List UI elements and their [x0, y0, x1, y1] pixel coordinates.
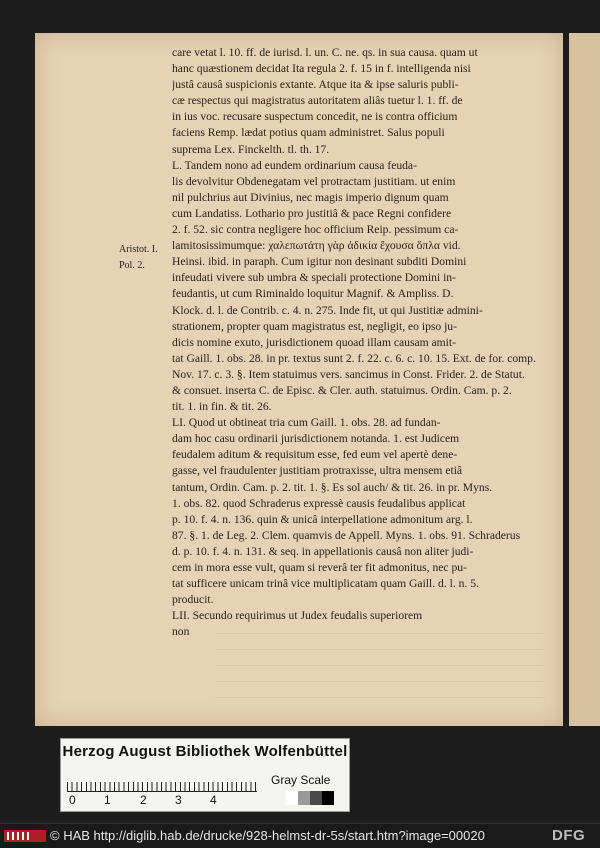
gray-scale-label: Gray Scale	[271, 773, 331, 787]
text-line: feudantis, ut cum Riminaldo loquitur Magnif. & Ampliss. D.	[172, 287, 454, 301]
text-line: in ius voc. recusare suspectum concedit, ne is contra officium	[172, 110, 458, 124]
card-title: Herzog August Bibliothek Wolfenbüttel	[62, 743, 348, 760]
gray-scale	[286, 791, 334, 805]
text-line: strationem, propter quam magistratus est, negligit, eo ipso ju-	[172, 319, 457, 333]
text-line: dicis nomine exuto, jurisdictionem quoad illam causam amit-	[172, 335, 456, 349]
gray-swatch	[298, 791, 310, 805]
text-line: Nov. 17. c. 3. §. Item statuimus vers. sancimus in Const. Frider. 2. de Statut.	[172, 367, 525, 381]
source-url[interactable]: © HAB http://diglib.hab.de/drucke/928-helmst-dr-5s/start.htm?image=00020	[50, 828, 485, 843]
ruler-number: 2	[140, 793, 147, 807]
gray-swatch	[322, 791, 334, 805]
text-line: care vetat l. 10. ff. de iurisd. l. un. C. ne. qs. in sua causa. quam ut	[172, 46, 478, 59]
text-line: LII. Secundo requirimus ut Judex feudalis superiorem	[172, 609, 423, 623]
text-line: nil pulchrius aut Divinius, nec magis imperio dignum quam	[172, 190, 449, 204]
show-through-texture	[215, 633, 545, 713]
ruler-numbers	[61, 793, 261, 807]
text-line: tit. 1. in fin. & tit. 26.	[172, 400, 272, 414]
margin-note-line: Aristot. I.	[119, 244, 158, 255]
text-line: & consuet. inserta C. de Episc. & Cler. auth. statuimus. Ordin. Cam. p. 2.	[172, 383, 512, 397]
text-line: L. Tandem nono ad eundem ordinarium causa feuda-	[172, 158, 417, 172]
color-calibration-card	[60, 738, 350, 812]
text-line: tat sufficere unicam trinâ vice multiplicatam quam Gaill. d. l. n. 5.	[172, 577, 479, 591]
text-line: LI. Quod ut obtineat tria cum Gaill. 1. obs. 28. ad fundan-	[172, 416, 441, 430]
text-line: lis devolvitur Obdenegatam vel protractam justitiam. ut enim	[172, 174, 456, 188]
ruler-number: 3	[175, 793, 182, 807]
gray-swatch	[310, 791, 322, 805]
ruler	[67, 771, 257, 792]
text-line: cem in mora esse vult, quam si reverâ ter fit admonitus, nec pu-	[172, 561, 467, 574]
text-line: non	[172, 625, 190, 639]
text-line: tantum, Ordin. Cam. p. 2. tit. 1. §. Es sol auch/ & tit. 26. in pr. Myns.	[172, 480, 493, 494]
text-line: infeudati vivere sub umbra & speciali protectione Domini in-	[172, 271, 456, 285]
margin-note-line: Pol. 2.	[119, 260, 145, 272]
page-text	[172, 45, 577, 640]
text-line: gasse, vel fraudulenter justitiam protraxisse, ultra mensem etiâ	[172, 464, 463, 478]
footer-bar	[0, 823, 600, 848]
text-line: cum Landatiss. Lothario pro justitiâ & pace Regni confidere	[172, 206, 452, 220]
ruler-number: 4	[210, 793, 217, 807]
text-line: Klock. d. l. de Contrib. c. 4. n. 275. Inde fit, ut qui Justitiæ admini-	[172, 303, 483, 317]
text-line: producit.	[172, 593, 214, 607]
text-line: 1. obs. 82. quod Schraderus expressè causis feudalibus applicat	[172, 496, 466, 510]
book-page	[35, 33, 563, 726]
text-line: suprema Lex. Finckelth. tl. th. 17.	[172, 142, 330, 156]
dfg-logo: DFG	[552, 827, 586, 844]
text-line: lamitosissimumque: χαλεπωτάτη γὰρ ἀδικία ἔχουσα ὅπλα vid.	[172, 239, 461, 253]
text-line: faciens Remp. lædat potius quam administret. Salus populi	[172, 126, 445, 140]
text-line: feudalem aditum & requisitum esse, fed eum vel apertè dene-	[172, 448, 458, 462]
margin-note	[119, 243, 158, 275]
next-page-edge	[569, 33, 600, 726]
text-line: tat Gaill. 1. obs. 28. in pr. textus sunt 2. f. 22. c. 6. c. 10. 15. Ext. de for. comp.	[172, 351, 536, 365]
ruler-number: 0	[69, 793, 76, 807]
text-line: p. 10. f. 4. n. 136. quin & unicâ interpellatione admonitum arg. l.	[172, 512, 473, 526]
text-line: hanc quæstionem decidat Ita regula 2. f. 15 in f. intelligenda nisi	[172, 62, 471, 76]
text-line: 2. f. 52. sic contra negligere hoc officium Reip. pessimum ca-	[172, 223, 459, 237]
text-line: Heinsi. ibid. in paraph. Cum igitur non desinant subditi Domini	[172, 255, 467, 269]
text-line: justâ causâ suspicionis extante. Atque ita & ipse saluris publi-	[172, 78, 459, 92]
text-line: d. p. 10. f. 4. n. 131. & seq. in appellationis causâ non aliter judi-	[172, 544, 474, 558]
text-line: cæ respectus qui magistratus autoritatem aliâs tuetur l. 1. ff. de	[172, 94, 463, 108]
text-line: dam hoc casu ordinarii jurisdictionem notanda. 1. est Judicem	[172, 432, 460, 446]
text-line: 87. §. 1. de Leg. 2. Clem. quamvis de Appell. Myns. 1. obs. 91. Schraderus	[172, 528, 521, 542]
ruler-number: 1	[104, 793, 111, 807]
gray-swatch	[286, 791, 298, 805]
hab-logo-icon	[4, 830, 46, 842]
